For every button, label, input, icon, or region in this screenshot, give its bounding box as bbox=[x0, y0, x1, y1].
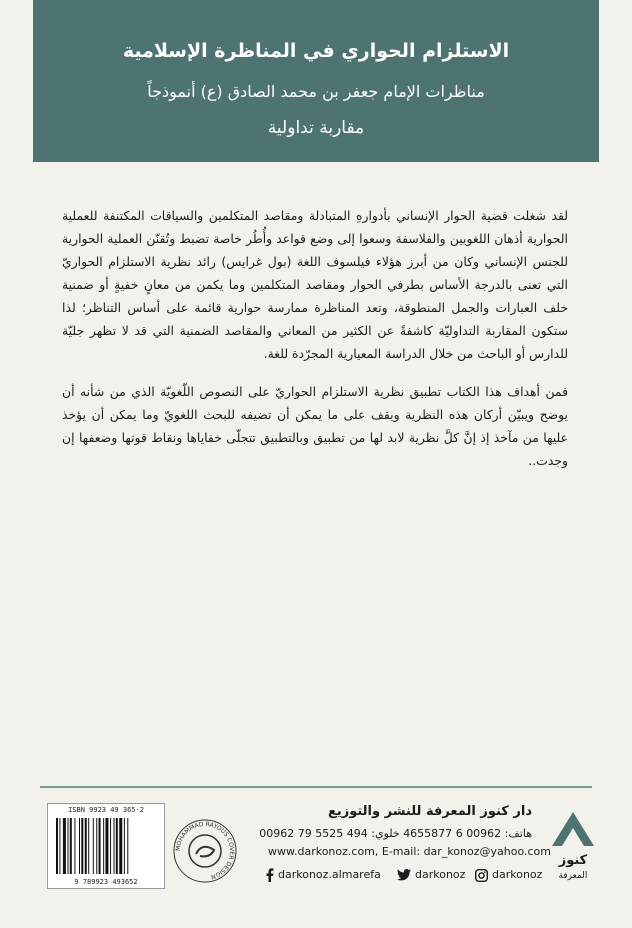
barcode bbox=[47, 803, 165, 889]
book-approach: مقاربة تداولية bbox=[267, 118, 365, 138]
logo-subtitle: المعرفة bbox=[558, 871, 588, 881]
book-title: الاستلزام الحواري في المناظرة الإسلامية bbox=[122, 40, 510, 62]
twitter-icon bbox=[397, 869, 411, 881]
publisher-logo-icon bbox=[548, 806, 598, 882]
twitter-link[interactable] bbox=[397, 868, 465, 881]
publisher-name: دار كنوز المعرفة للنشر والتوزيع bbox=[327, 804, 532, 819]
logo-name: كنوز bbox=[558, 853, 588, 868]
title-band bbox=[33, 0, 599, 162]
publisher-phones: هاتف: 00962 6 4655877 خلوي: 494 5525 79 00962 bbox=[259, 827, 532, 840]
book-subtitle: مناظرات الإمام جعفر بن محمد الصادق (ع) أنموذجاً bbox=[147, 82, 485, 101]
publisher-web: www.darkonoz.com, E-mail: dar_konoz@yahoo.com bbox=[268, 845, 551, 858]
blurb-paragraph-2: فمن أهداف هذا الكتاب تطبيق نظرية الاستلزام الحواريّ على النصوص اللّغويّة الذي من شأنه أن يوضح ويبيّن أركان هذه النظرية ويقف على ما يمكن أن تضيفه للبحث اللغويّ وما يمكن أن يؤخذ عليها من مآخذ إذ إنَّ كلَّ نظرية لابد لها من تطبيق وبالتطبيق تتجلّى خفاياها ونقاط قوتها وضعفها إن وجدت.. bbox=[62, 384, 568, 468]
isbn-text: ISBN 9923 49 365-2 bbox=[68, 806, 144, 814]
designer-seal-icon bbox=[172, 818, 238, 884]
instagram-icon bbox=[475, 869, 488, 882]
twitter-handle: darkonoz bbox=[415, 868, 466, 881]
barcode-bars bbox=[56, 818, 156, 874]
social-links bbox=[265, 866, 547, 886]
facebook-link[interactable] bbox=[265, 868, 381, 882]
seal-text: MOHAMMAD RAYOUS COVER DESIGN bbox=[174, 820, 236, 881]
facebook-handle: darkonoz.almarefa bbox=[278, 868, 381, 881]
instagram-handle: darkonoz bbox=[492, 868, 543, 881]
instagram-link[interactable] bbox=[475, 868, 542, 882]
svg-text:MOHAMMAD RAYOUS COVER DESIGN bbox=[175, 821, 235, 880]
publisher-info bbox=[232, 802, 551, 861]
divider-line bbox=[40, 786, 592, 788]
blurb-paragraph-1: لقد شغلت قضية الحوار الإنساني بأدوارهِ المتبادلة ومقاصد المتكلمين والسياقات المكتنفة للعملية الحوارية أذهان اللغويين والفلاسفة وسعوا إلى وضع قواعد وأُطُر خاصة تضبط وتُقنّن العملية الحوارية للجنس الإنساني وكان من أبرز هؤلاء فيلسوف اللغة (بول غرايس) رائد نظرية الاستلزام الحواريّ التي تعنى بالدرجة الأساس بطرفي الحوار ومقاصد المتكلمين وما يكمن من معانٍ خفيةٍ أو ضمنية خلف العبارات والجمل المنطوقة، وتعد المناظرة ممارسة حوارية قائمة على أساس التناظر؛ لذا ستكون المقاربة التداوليّة كاشفةً عن الكثير من المعاني والمقاصد الضمنية التي قد لا تظهر جليّة للدارس أو الباحث من خلال الدراسة المعيارية المجرّدة للغة. bbox=[62, 208, 568, 361]
barcode-digits: 9 789923 493652 bbox=[74, 878, 138, 886]
facebook-icon bbox=[265, 868, 274, 882]
